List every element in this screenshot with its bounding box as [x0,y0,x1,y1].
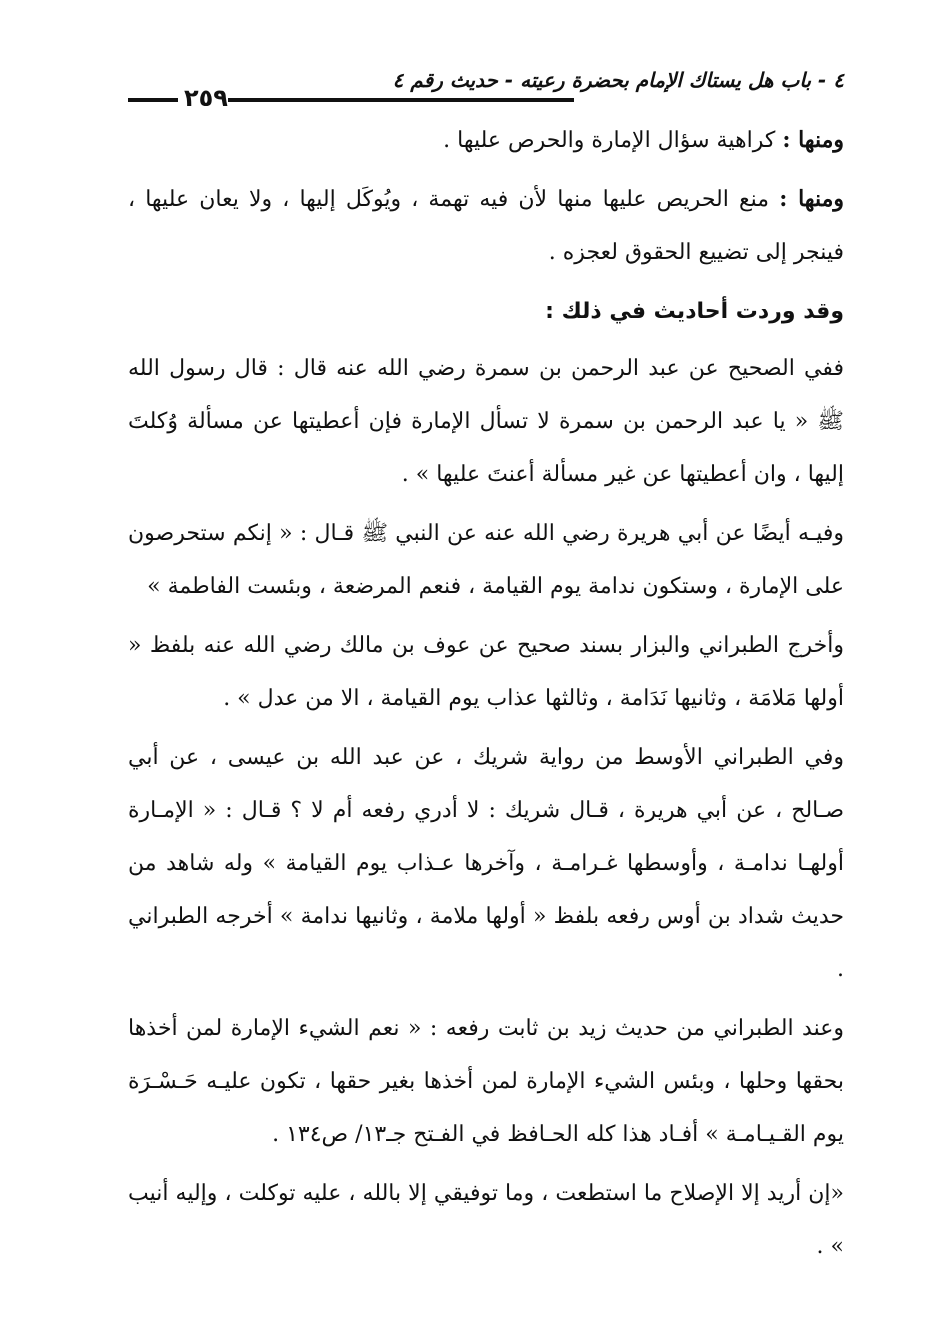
paragraph-text: كراهية سؤال الإمارة والحرص عليها . [443,128,783,153]
header-rule [228,98,574,102]
hadith-paragraph-3: وأخرج الطبراني والبزار بسند صحيح عن عوف بن مالك رضي الله عنه بلفظ « أولها مَلامَة ، وثانيها نَدَامة ، وثالثها عذاب يوم القيامة ، الا من عدل » . [128,633,844,711]
chapter-title: ٤ - باب هل يستاك الإمام بحضرة رعيته - حديث رقم ٤ [392,68,844,92]
hadith-paragraph-1: ففي الصحيح عن عبد الرحمن بن سمرة رضي الله عنه قال : قال رسول الله ﷺ « يا عبد الرحمن بن سمرة لا تسأل الإمارة فإن أعطيتها عن مسألة وُكلتَ إليها ، وان أعطيتها عن غير مسألة أعنتَ عليها » . [128,356,844,487]
paragraph-lead: ومنها : [779,186,844,212]
section-subheading: وقد وردت أحاديث في ذلك : [545,299,844,324]
paragraph-lead: ومنها : [782,127,844,153]
hadith-paragraph-2: وفيـه أيضًا عن أبي هريرة رضي الله عنه عن النبي ﷺ قـال : « إنكم ستحرصون على الإمارة ، وستكون ندامة يوم القيامة ، فنعم المرضعة ، وبئست الفاطمة » [128,521,844,599]
paragraph-1 [128,114,844,167]
paragraph-2 [128,173,844,279]
paragraph-text: منع الحريص عليها منها لأن فيه تهمة ، ويُوكَل إليها ، ولا يعان عليها ، فينجر إلى تضييع الحقوق لعجزه . [128,187,844,265]
document-page [128,58,844,1279]
page-number: ٢٥٩ [184,84,228,112]
header-rule-left [128,98,178,102]
hadith-paragraph-4: وفي الطبراني الأوسط من رواية شريك ، عن عبد الله بن عيسى ، عن أبي صـالح ، عن أبي هريرة ، قـال شريك : لا أدري رفعه أم لا ؟ قـال : « الإمـارة أولهـا ندامـة ، وأوسطها غـرامـة ، وآخرها عـذاب يوم القيامة » وله شاهد من حديث شداد بن أوس رفعه بلفظ « أولها ملامة ، وثانيها ندامة » أخرجه الطبراني . [128,745,844,982]
closing-paragraph: «إن أريد إلا الإصلاح ما استطعت ، وما توفيقي إلا بالله ، عليه توكلت ، وإليه أنيب » . [128,1181,844,1259]
running-header [128,58,844,114]
hadith-paragraph-5: وعند الطبراني من حديث زيد بن ثابت رفعه : « نعم الشيء الإمارة لمن أخذها بحقها وحلها ، وبئس الشيء الإمارة لمن أخذها بغير حقها ، تكون عليـه حَـسْـرَة يوم القـيـامـة » أفـاد هذا كله الحـافظ في الفـتح جـ١٣/ ص١٣٤ . [128,1016,845,1147]
